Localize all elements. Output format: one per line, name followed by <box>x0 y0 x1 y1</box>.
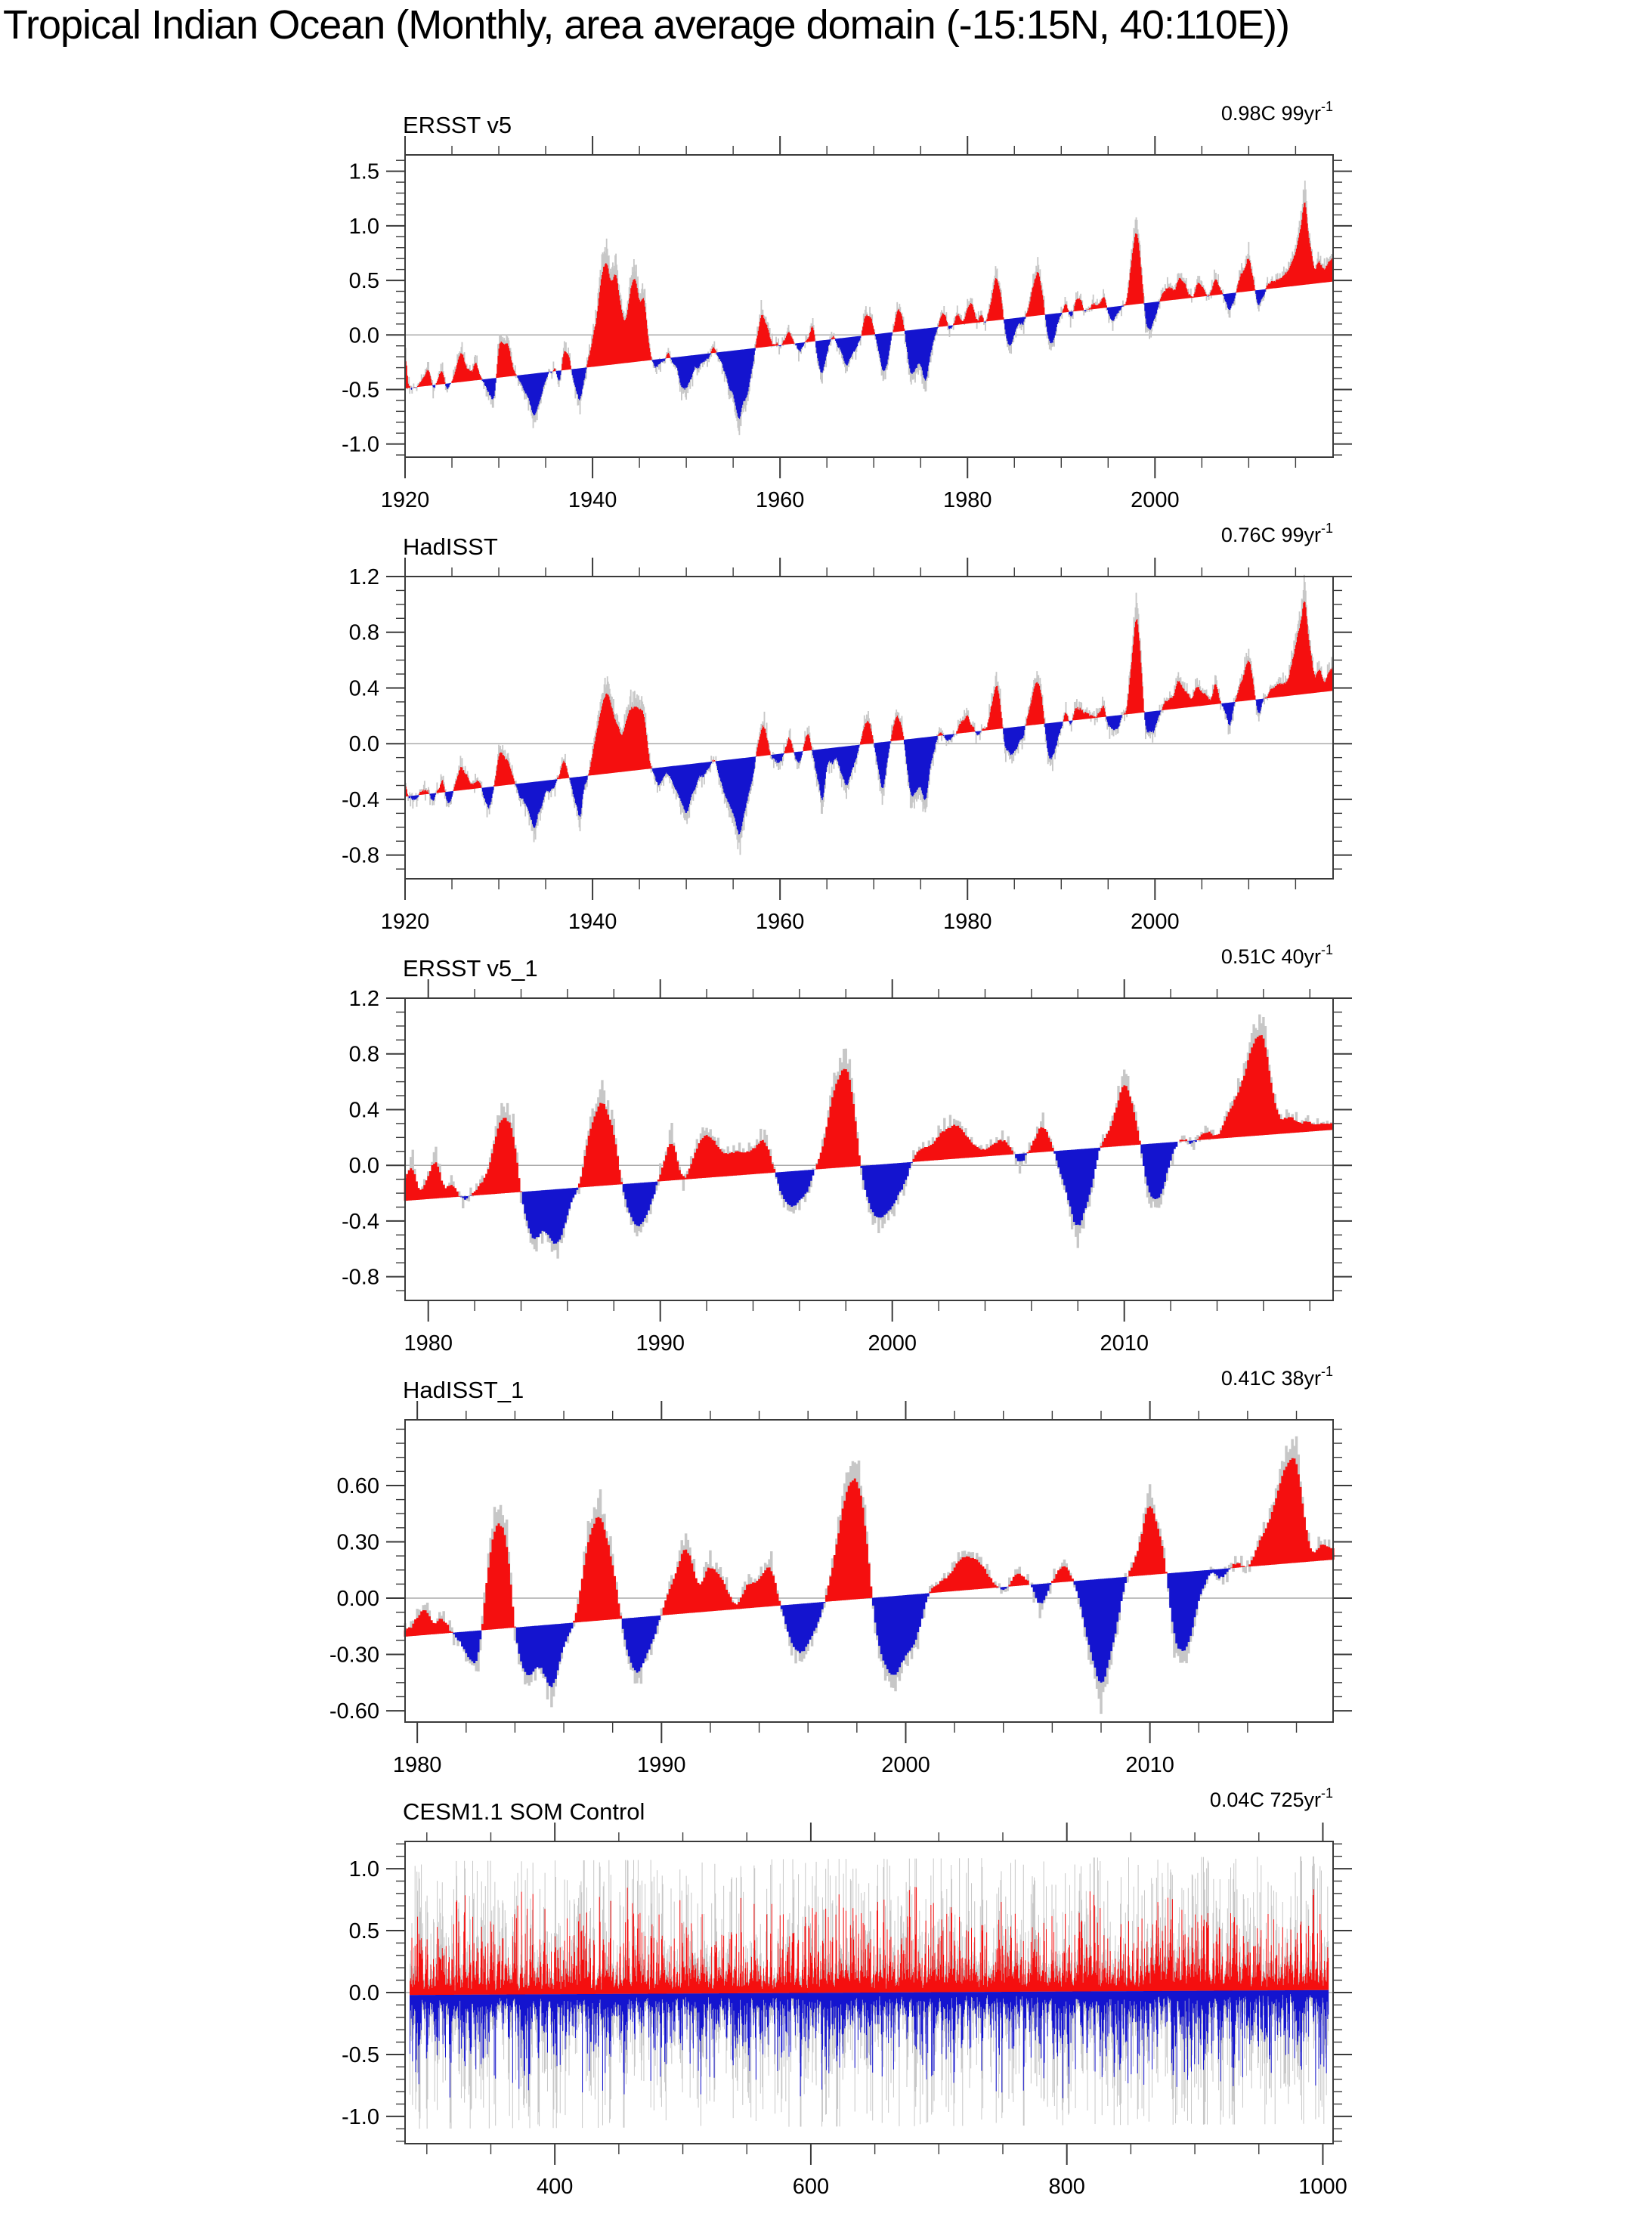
chart-hadisst-1 <box>0 1363 1652 1785</box>
y-tick-label: -0.5 <box>342 378 379 403</box>
x-tick-label: 1960 <box>755 488 805 512</box>
trend-rate-exponent: -1 <box>1320 99 1333 114</box>
panel-title-hadisst-1: HadISST_1 <box>403 1377 524 1403</box>
y-tick-label: 0.0 <box>348 323 379 348</box>
x-tick-label: 1980 <box>392 1753 442 1777</box>
y-tick-label: 0.00 <box>336 1587 379 1612</box>
trend-rate-text: 0.04C 725yr <box>1209 1789 1321 1811</box>
x-tick-label: 2000 <box>1131 910 1180 934</box>
figure-title: Tropical Indian Ocean (Monthly, area average domain (-15:15N, 40:110E)) <box>3 2 1289 48</box>
x-tick-label: 800 <box>1048 2175 1085 2199</box>
x-tick-label: 600 <box>792 2175 830 2199</box>
trend-rate-text: 0.51C 40yr <box>1220 945 1321 968</box>
y-tick-label: -0.4 <box>342 1209 379 1234</box>
y-tick-label: 0.30 <box>336 1530 379 1555</box>
y-tick-label: 0.8 <box>348 1042 379 1067</box>
y-tick-label: 0.0 <box>348 732 379 757</box>
y-tick-label: 0.4 <box>348 676 379 701</box>
x-tick-label: 2000 <box>1131 488 1180 512</box>
trend-rate-text: 0.76C 99yr <box>1220 524 1321 546</box>
y-tick-label: 1.0 <box>348 1857 379 1882</box>
x-tick-label: 1990 <box>636 1331 685 1356</box>
y-tick-label: 1.0 <box>348 214 379 239</box>
x-tick-label: 2010 <box>1100 1331 1149 1356</box>
y-tick-label: 0.0 <box>348 1154 379 1179</box>
x-tick-label: 400 <box>536 2175 574 2199</box>
x-tick-label: 1000 <box>1298 2175 1347 2199</box>
panel-title-hadisst: HadISST <box>403 533 498 560</box>
y-tick-label: 1.2 <box>348 565 379 589</box>
y-tick-label: -1.0 <box>342 432 379 457</box>
trend-rate-exponent: -1 <box>1320 1364 1333 1379</box>
panel-title-cesm11-som-control: CESM1.1 SOM Control <box>403 1798 645 1825</box>
x-tick-label: 1960 <box>755 910 805 934</box>
y-tick-label: -0.8 <box>342 843 379 868</box>
x-tick-label: 1920 <box>380 488 430 512</box>
chart-ersst-v5-1 <box>0 941 1652 1363</box>
x-tick-label: 2000 <box>881 1753 930 1777</box>
x-tick-label: 1990 <box>637 1753 686 1777</box>
y-tick-label: 0.4 <box>348 1098 379 1123</box>
panel-title-ersst-v5: ERSST v5 <box>403 112 512 138</box>
x-tick-label: 1940 <box>568 488 617 512</box>
x-tick-label: 1980 <box>404 1331 453 1356</box>
panel-title-ersst-v5-1: ERSST v5_1 <box>403 955 538 982</box>
y-tick-label: -0.5 <box>342 2042 379 2067</box>
y-tick-label: -0.4 <box>342 787 379 812</box>
y-tick-label: 0.5 <box>348 269 379 294</box>
x-tick-label: 2000 <box>868 1331 917 1356</box>
trend-rate-text: 0.98C 99yr <box>1220 102 1321 125</box>
trend-rate-exponent: -1 <box>1320 942 1333 957</box>
trend-rate-text: 0.41C 38yr <box>1220 1367 1321 1390</box>
y-tick-label: 0.5 <box>348 1919 379 1944</box>
x-tick-label: 1940 <box>568 910 617 934</box>
y-tick-label: -0.30 <box>329 1643 379 1668</box>
y-tick-label: 0.60 <box>336 1473 379 1498</box>
x-tick-label: 1920 <box>380 910 430 934</box>
x-tick-label: 1980 <box>942 488 992 512</box>
y-tick-label: -1.0 <box>342 2104 379 2129</box>
chart-hadisst <box>0 520 1652 941</box>
y-tick-label: -0.60 <box>329 1699 379 1724</box>
chart-ersst-v5 <box>0 98 1652 520</box>
y-tick-label: 1.5 <box>348 159 379 184</box>
x-tick-label: 1980 <box>942 910 992 934</box>
chart-cesm11-som-control <box>0 1785 1652 2206</box>
y-tick-label: -0.8 <box>342 1265 379 1290</box>
trend-rate-exponent: -1 <box>1320 521 1333 536</box>
y-tick-label: 0.0 <box>348 1981 379 2005</box>
x-tick-label: 2010 <box>1125 1753 1174 1777</box>
y-tick-label: 1.2 <box>348 987 379 1011</box>
trend-rate-exponent: -1 <box>1320 1786 1333 1801</box>
y-tick-label: 0.8 <box>348 620 379 645</box>
